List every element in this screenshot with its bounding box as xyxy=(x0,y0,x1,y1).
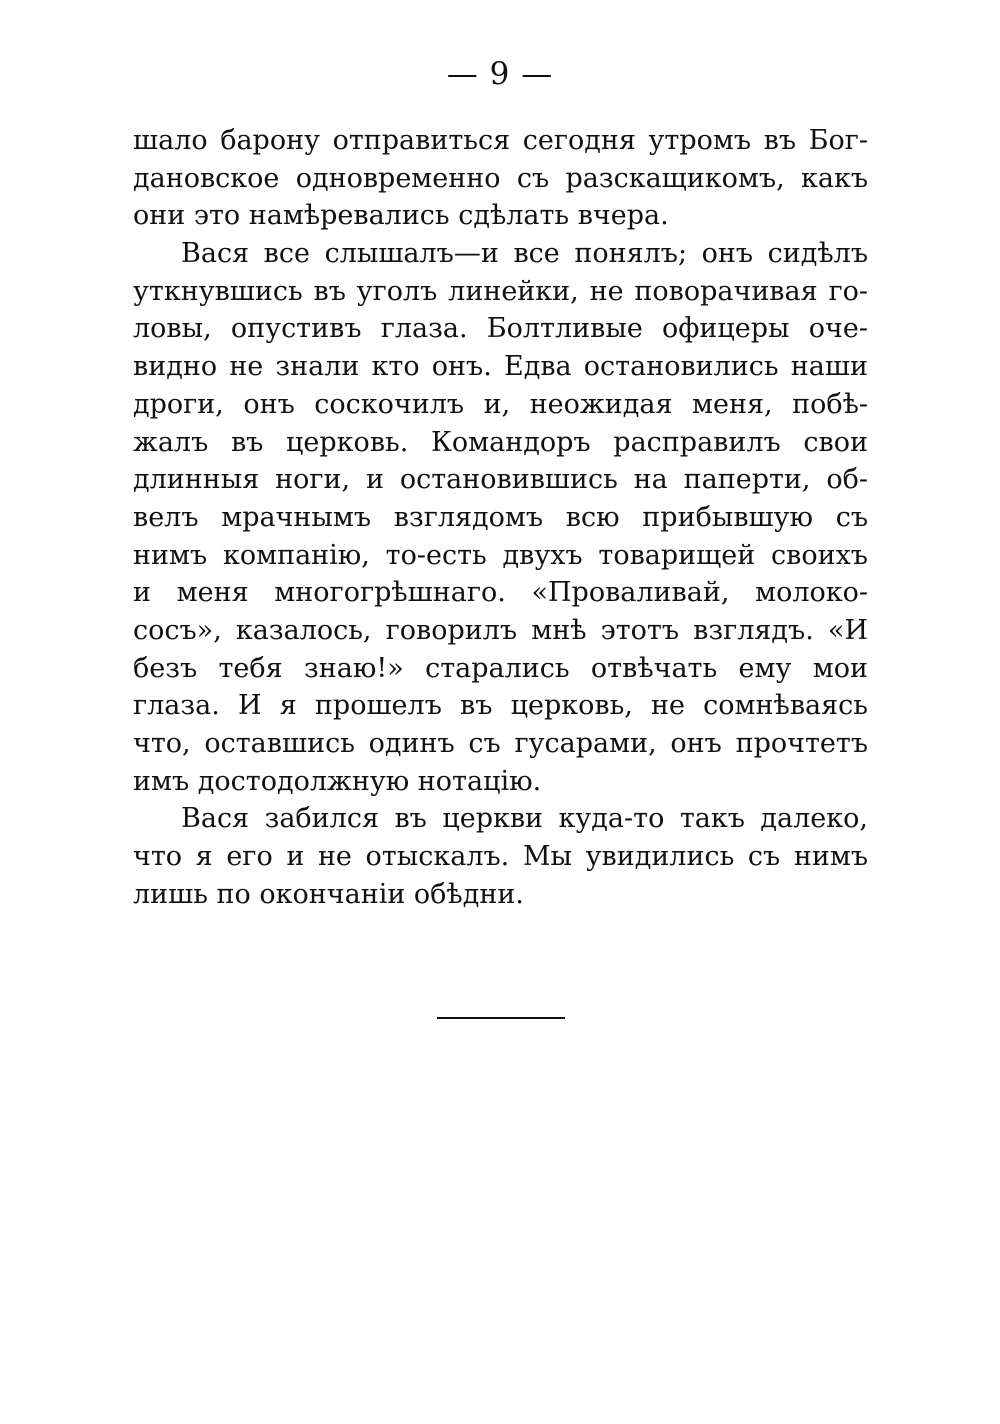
text-line: дановское одновременно съ разскащикомъ, какъ xyxy=(133,162,868,194)
text-line: длинныя ноги, и остановившись на паперти, об- xyxy=(133,464,868,496)
paragraph-3 xyxy=(133,800,868,913)
text-line: Вася все слышалъ—и все понялъ; онъ сидѣлъ xyxy=(181,238,868,270)
body-text xyxy=(133,122,868,913)
text-line: Вася забился въ церкви куда-то такъ далеко, xyxy=(181,803,868,835)
text-line: лишь по окончаніи обѣдни. xyxy=(133,878,524,910)
page-number: — 9 — xyxy=(446,56,554,92)
text-line: нимъ компанію, то-есть двухъ товарищей своихъ xyxy=(133,539,868,571)
text-line: шало барону отправиться сегодня утромъ въ Бог- xyxy=(133,125,868,156)
section-divider xyxy=(437,1017,565,1019)
text-line: уткнувшись въ уголъ линейки, не поворачивая го- xyxy=(133,275,868,307)
text-line: они это намѣревались сдѣлать вчера. xyxy=(133,200,669,232)
text-line: глаза. И я прошелъ въ церковь, не сомнѣваясь xyxy=(133,690,868,722)
text-line: видно не знали кто онъ. Едва остановились наши xyxy=(133,351,868,383)
text-line: велъ мрачнымъ взглядомъ всю прибывшую съ xyxy=(133,501,868,533)
text-line: жалъ въ церковь. Командоръ расправилъ свои xyxy=(133,426,868,458)
paragraph-1 xyxy=(133,122,868,235)
text-line: что, оставшись одинъ съ гусарами, онъ прочтетъ xyxy=(133,728,868,759)
text-line: что я его и не отыскалъ. Мы увидились съ нимъ xyxy=(133,841,868,873)
text-line: безъ тебя знаю!» старались отвѣчать ему мои xyxy=(133,652,868,684)
text-line: сосъ», казалось, говорилъ мнѣ этотъ взглядъ. «И xyxy=(133,614,868,646)
paragraph-2 xyxy=(133,235,868,800)
text-line: имъ достодолжную нотацію. xyxy=(133,765,542,797)
text-line: и меня многогрѣшнаго. «Проваливай, молоко- xyxy=(133,577,868,609)
text-line: дроги, онъ соскочилъ и, неожидая меня, побѣ- xyxy=(133,388,868,420)
text-line: ловы, опустивъ глаза. Болтливые офицеры оче- xyxy=(133,313,868,345)
